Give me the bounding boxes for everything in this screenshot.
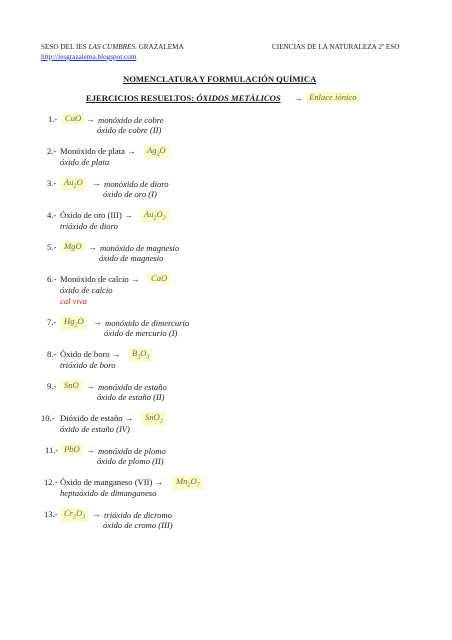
oxide-name-stock: óxido de estaño (II) xyxy=(97,392,165,402)
result-arrow: → xyxy=(86,445,95,455)
exercise-number: 1.- xyxy=(48,114,58,124)
chemical-formula: CuO xyxy=(62,113,84,124)
result-arrow: → xyxy=(93,317,102,327)
oxide-name-stock: óxido de cromo (III) xyxy=(103,520,173,530)
oxide-name-stock: óxido de magnesio xyxy=(99,253,164,263)
exercise-number: 13.- xyxy=(44,509,58,519)
subtitle-prefix: EJERCICIOS RESUELTOS: xyxy=(86,93,197,103)
exercise-number: 11.- xyxy=(45,445,59,455)
header-school-italic: LAS CUMBRES xyxy=(88,43,135,51)
oxide-name: trióxido de boro xyxy=(60,360,116,370)
chemical-formula: $Hg_2O$ xyxy=(61,316,87,330)
formula-box xyxy=(173,476,203,490)
oxide-name: monóxido de plomo xyxy=(98,446,166,456)
oxide-name: trióxido de dioro xyxy=(60,221,118,231)
chemical-formula: $Au_2O$ xyxy=(61,177,86,191)
formula-box xyxy=(61,444,83,455)
header-right: CIENCIAS DE LA NATURALEZA 2º ESO xyxy=(272,43,400,51)
common-name: cal viva xyxy=(60,296,87,306)
exercise-number: 2.- xyxy=(47,146,57,156)
formula-box xyxy=(62,113,84,124)
result-arrow: → xyxy=(92,509,101,519)
oxide-name-stock: óxido de cobre (II) xyxy=(97,125,162,135)
exercise-prompt: Óxido de boro → xyxy=(60,349,121,359)
exercise-number: 6.- xyxy=(47,274,57,284)
formula-box xyxy=(61,316,87,330)
formula-box xyxy=(148,273,170,284)
oxide-name: trióxido de dicromo xyxy=(104,510,172,520)
oxide-name: óxido de calcio xyxy=(60,285,113,295)
oxide-name-stock: óxido de mercurio (I) xyxy=(104,328,178,338)
chemical-formula: SnO xyxy=(61,380,82,391)
chemical-formula: $Mn_2O_7$ xyxy=(173,476,203,490)
oxide-name: monóxido de dioro xyxy=(104,179,169,189)
formula-box xyxy=(61,508,88,522)
bond-type-note: Enlace iónico xyxy=(306,92,360,103)
chemical-formula: SnO$_2$ xyxy=(142,412,166,426)
chemical-formula: $Ag_2O$ xyxy=(144,145,169,159)
formula-box xyxy=(142,412,166,426)
exercise-prompt: Óxido de oro (III) → xyxy=(60,210,133,220)
subtitle-arrow: → xyxy=(294,93,303,103)
formula-box xyxy=(144,145,169,159)
chemical-formula: $Au_2O_3$ xyxy=(141,209,169,223)
oxide-name: heptaóxido de dimanganeso xyxy=(60,488,157,498)
oxide-name: monóxido de cobre xyxy=(98,115,164,125)
exercise-number: 5.- xyxy=(47,242,57,252)
result-arrow: → xyxy=(86,114,95,124)
oxide-name: óxido de estaño (IV) xyxy=(60,424,130,434)
blog-link[interactable]: http://iesgrazalema.blogspot.com xyxy=(41,53,137,61)
exercise-prompt: Monóxido de plata → xyxy=(60,146,136,156)
header-school: SESO DEL IES xyxy=(41,43,89,51)
exercise-number: 7.- xyxy=(47,317,57,327)
page-title: NOMENCLATURA Y FORMULACIÓN QUÍMICA xyxy=(123,74,317,84)
formula-box xyxy=(61,241,85,252)
oxide-name-stock: óxido de oro (I) xyxy=(103,189,157,199)
chemical-formula: $Cr_2O_3$ xyxy=(61,508,88,522)
section-subtitle xyxy=(86,93,281,103)
formula-box xyxy=(61,177,86,191)
subtitle-note xyxy=(306,92,360,103)
exercise-number: 3.- xyxy=(47,178,57,188)
chemical-formula: PbO xyxy=(61,444,83,455)
result-arrow: → xyxy=(86,381,95,391)
result-arrow: → xyxy=(92,178,101,188)
oxide-name: óxido de plata xyxy=(60,157,110,167)
chemical-formula: MgO xyxy=(61,241,85,252)
oxide-name: monóxido de magnesio xyxy=(100,243,180,253)
chemical-formula: CaO xyxy=(148,273,170,284)
oxide-name-stock: óxido de plomo (II) xyxy=(97,456,164,466)
exercise-number: 9.- xyxy=(47,381,57,391)
exercise-number: 4.- xyxy=(47,210,57,220)
exercise-number: 10.- xyxy=(41,413,55,423)
subtitle-topic: ÓXIDOS METÁLICOS xyxy=(196,93,281,103)
result-arrow: → xyxy=(88,242,97,252)
oxide-name: monóxido de estaño xyxy=(98,382,167,392)
exercise-number: 8.- xyxy=(47,349,57,359)
exercise-prompt: Dióxido de estaño → xyxy=(60,413,134,423)
chemical-formula: $B_2O_3$ xyxy=(129,348,152,362)
oxide-name: monóxido de dimercurio xyxy=(105,318,190,328)
formula-box xyxy=(129,348,152,362)
exercise-prompt: Monóxido de calcio → xyxy=(60,274,140,284)
exercise-number: 12.- xyxy=(44,477,58,487)
exercise-prompt: Óxido de manganeso (VII) → xyxy=(60,477,164,487)
formula-box xyxy=(141,209,169,223)
header-left xyxy=(41,43,184,51)
header-town: . GRAZALEMA xyxy=(134,43,184,51)
formula-box xyxy=(61,380,82,391)
